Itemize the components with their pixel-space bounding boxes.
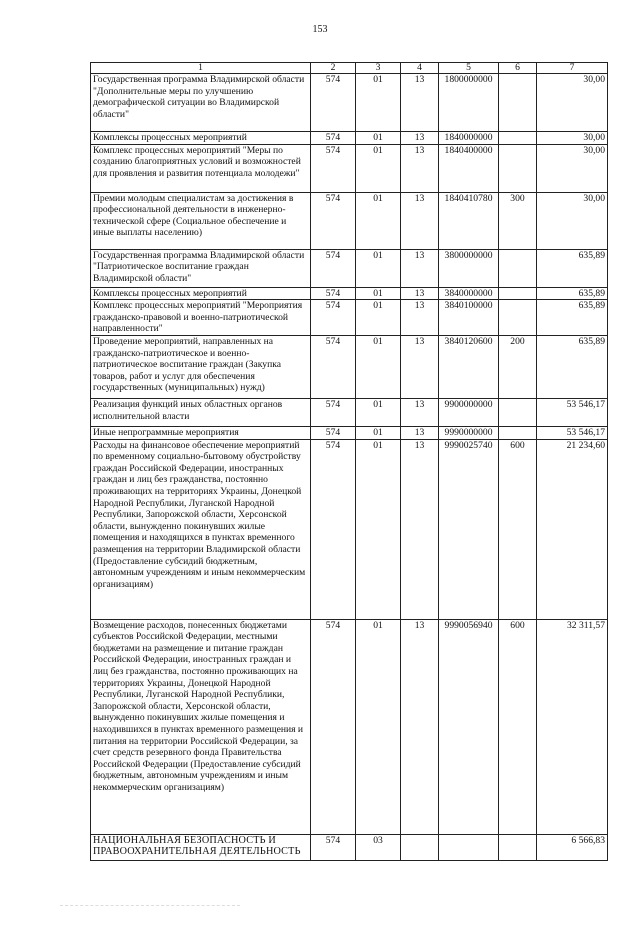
row-name: Проведение мероприятий, направленных на гражданско-патриотическое и военно-патриотическое воспитание граждан (Закупка товаров, работ и услуг для обеспечения государственных (муниципальных) нужд) (91, 335, 311, 398)
row-type (499, 74, 537, 132)
row-target: 9990056940 (439, 619, 499, 834)
table-row (91, 192, 608, 249)
row-ministry: 574 (311, 132, 356, 145)
row-ministry: 574 (311, 619, 356, 834)
row-target: 1840000000 (439, 132, 499, 145)
budget-table (90, 62, 608, 861)
row-subsection: 13 (401, 439, 439, 619)
row-section: 01 (356, 619, 401, 834)
row-ministry: 574 (311, 335, 356, 398)
row-name: Комплекс процессных мероприятий "Мероприятия гражданско-правовой и военно-патриотической направленности" (91, 300, 311, 336)
row-ministry: 574 (311, 300, 356, 336)
table-row (91, 249, 608, 287)
row-amount: 21 234,60 (537, 439, 608, 619)
row-type (499, 132, 537, 145)
row-section: 01 (356, 398, 401, 426)
table-row (91, 439, 608, 619)
row-subsection: 13 (401, 300, 439, 336)
row-section: 01 (356, 426, 401, 439)
row-subsection: 13 (401, 249, 439, 287)
row-amount: 635,89 (537, 335, 608, 398)
row-name: Комплекс процессных мероприятий "Меры по созданию благоприятных условий и возможностей для проявления и развития потенциала молодежи" (91, 144, 311, 192)
row-type (499, 426, 537, 439)
row-name: Государственная программа Владимирской области "Дополнительные меры по улучшению демографической ситуации во Владимирской области" (91, 74, 311, 132)
row-section: 01 (356, 335, 401, 398)
column-header: 1 (91, 63, 311, 74)
row-name: Возмещение расходов, понесенных бюджетами субъектов Российской Федерации, местными бюджетами на размещение и питание граждан Российской Федерации, иностранных граждан и лиц без гражданства, постоянно проживающих на территориях Украины, Донецкой Народной Республики, Луганской Народной Республики, Запорожской области, Херсонской области, вынужденно покинувших жилые помещения и находившихся в пунктах временного размещения и питания на территории Российской Федерации, за счет средств резервного фонда Правительства Российской Федерации (Предоставление субсидий бюджетным, автономным учреждениям и иным некоммерческим организациям) (91, 619, 311, 834)
row-target: 9900000000 (439, 398, 499, 426)
table-row (91, 300, 608, 336)
table-row (91, 619, 608, 834)
row-section: 01 (356, 192, 401, 249)
row-name: Комплексы процессных мероприятий (91, 132, 311, 145)
row-ministry: 574 (311, 192, 356, 249)
row-target: 3840120600 (439, 335, 499, 398)
row-type: 300 (499, 192, 537, 249)
row-type (499, 287, 537, 300)
row-amount: 30,00 (537, 132, 608, 145)
row-target: 3800000000 (439, 249, 499, 287)
row-section: 03 (356, 834, 401, 860)
row-ministry: 574 (311, 74, 356, 132)
row-ministry: 574 (311, 287, 356, 300)
row-subsection: 13 (401, 132, 439, 145)
row-target: 1840400000 (439, 144, 499, 192)
row-name: Реализация функций иных областных органов исполнительной власти (91, 398, 311, 426)
table-row (91, 287, 608, 300)
column-header: 7 (537, 63, 608, 74)
table-row (91, 834, 608, 860)
row-section: 01 (356, 287, 401, 300)
row-amount: 32 311,57 (537, 619, 608, 834)
row-target: 9990025740 (439, 439, 499, 619)
table-row (91, 74, 608, 132)
table-row (91, 398, 608, 426)
table-row (91, 144, 608, 192)
table-row (91, 426, 608, 439)
row-type: 600 (499, 619, 537, 834)
table-row (91, 335, 608, 398)
row-amount: 635,89 (537, 249, 608, 287)
row-target (439, 834, 499, 860)
row-type (499, 300, 537, 336)
column-header: 4 (401, 63, 439, 74)
row-subsection: 13 (401, 619, 439, 834)
row-name: Расходы на финансовое обеспечение мероприятий по временному социально-бытовому обустройству граждан Российской Федерации, иностранных граждан и лиц без гражданства, постоянно проживающих на территориях Украины, Донецкой Народной Республики, Луганской Народной Республики, Запорожской области, Херсонской области, вынужденно покинувших жилые помещения и находящихся в пунктах временного размещения на территории Владимирской области (Предоставление субсидий бюджетным, автономным учреждениям и иным некоммерческим организациям) (91, 439, 311, 619)
row-name: Иные непрограммные мероприятия (91, 426, 311, 439)
row-name: Государственная программа Владимирской области "Патриотическое воспитание граждан Владимирской области" (91, 249, 311, 287)
row-name: Комплексы процессных мероприятий (91, 287, 311, 300)
page-number: 153 (312, 24, 328, 35)
row-target: 9990000000 (439, 426, 499, 439)
row-type (499, 398, 537, 426)
row-section: 01 (356, 249, 401, 287)
row-amount: 30,00 (537, 144, 608, 192)
table-row (91, 132, 608, 145)
row-name: НАЦИОНАЛЬНАЯ БЕЗОПАСНОСТЬ И ПРАВООХРАНИТЕЛЬНАЯ ДЕЯТЕЛЬНОСТЬ (91, 834, 311, 860)
row-ministry: 574 (311, 144, 356, 192)
row-amount: 6 566,83 (537, 834, 608, 860)
row-amount: 635,89 (537, 300, 608, 336)
row-amount: 30,00 (537, 192, 608, 249)
row-ministry: 574 (311, 439, 356, 619)
column-header: 6 (499, 63, 537, 74)
row-subsection: 13 (401, 144, 439, 192)
row-ministry: 574 (311, 398, 356, 426)
scan-artifact (60, 905, 240, 907)
row-subsection (401, 834, 439, 860)
row-subsection: 13 (401, 426, 439, 439)
row-target: 1800000000 (439, 74, 499, 132)
row-subsection: 13 (401, 335, 439, 398)
column-header: 5 (439, 63, 499, 74)
row-target: 3840100000 (439, 300, 499, 336)
row-section: 01 (356, 144, 401, 192)
row-ministry: 574 (311, 426, 356, 439)
row-subsection: 13 (401, 192, 439, 249)
row-ministry: 574 (311, 249, 356, 287)
row-subsection: 13 (401, 74, 439, 132)
row-type (499, 144, 537, 192)
row-target: 1840410780 (439, 192, 499, 249)
row-amount: 53 546,17 (537, 398, 608, 426)
row-subsection: 13 (401, 287, 439, 300)
table-header-row (91, 63, 608, 74)
row-type: 200 (499, 335, 537, 398)
row-target: 3840000000 (439, 287, 499, 300)
row-section: 01 (356, 300, 401, 336)
row-section: 01 (356, 74, 401, 132)
row-type (499, 834, 537, 860)
row-type (499, 249, 537, 287)
row-name: Премии молодым специалистам за достижения в профессиональной деятельности в инженерно-технической сфере (Социальное обеспечение и иные выплаты населению) (91, 192, 311, 249)
row-subsection: 13 (401, 398, 439, 426)
row-amount: 635,89 (537, 287, 608, 300)
row-section: 01 (356, 439, 401, 619)
row-amount: 53 546,17 (537, 426, 608, 439)
column-header: 2 (311, 63, 356, 74)
row-section: 01 (356, 132, 401, 145)
row-ministry: 574 (311, 834, 356, 860)
column-header: 3 (356, 63, 401, 74)
row-amount: 30,00 (537, 74, 608, 132)
row-type: 600 (499, 439, 537, 619)
